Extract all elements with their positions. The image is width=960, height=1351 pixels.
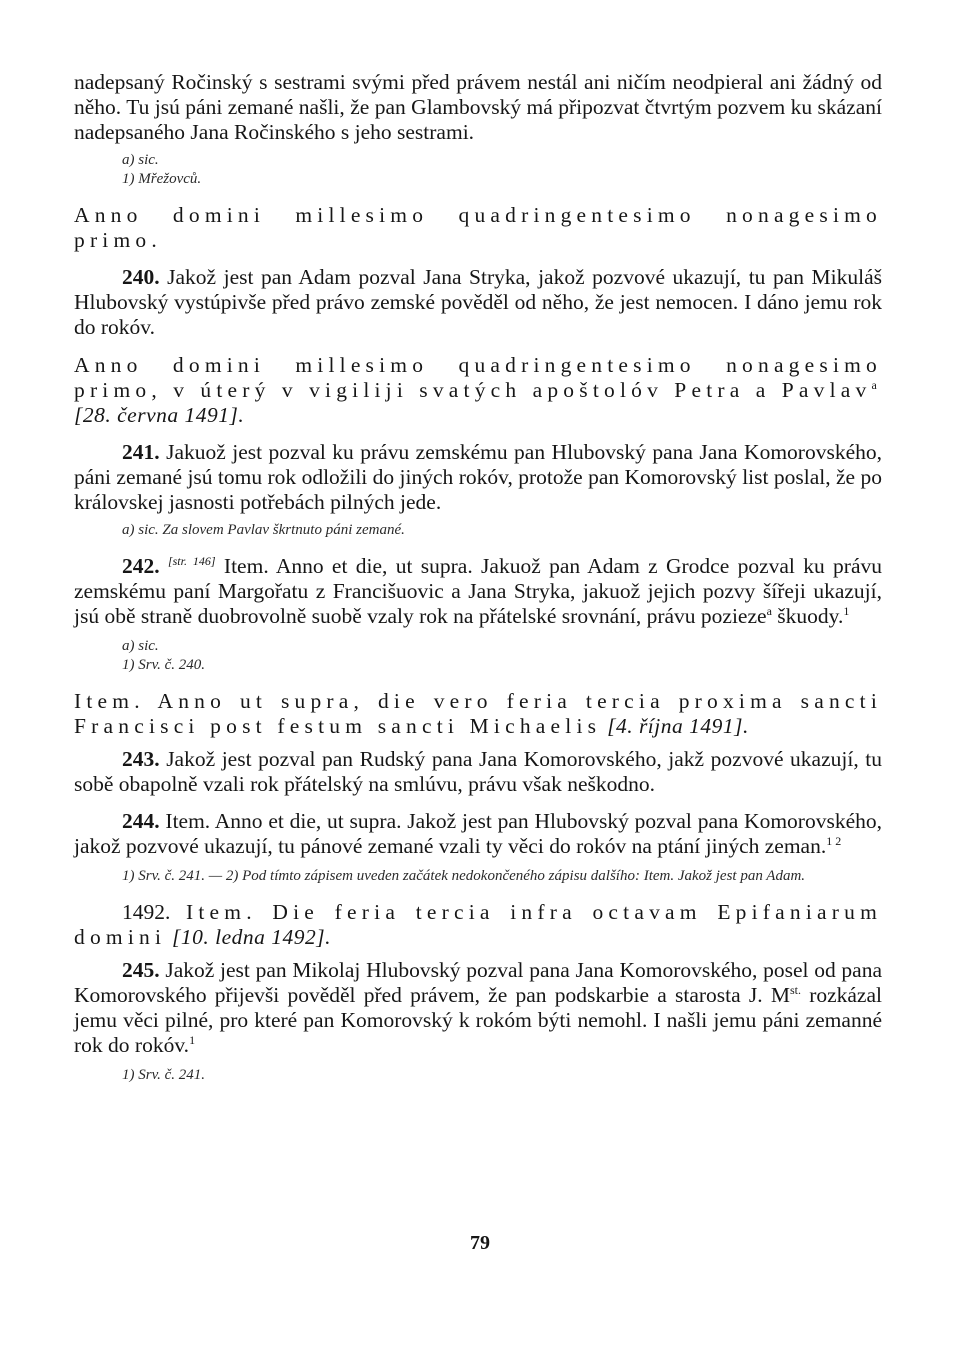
heading-text: Anno domini millesimo quadringentesimo nonagesimo primo, v úterý v vigiliji svatých apoštolóv Petra a Pavlav	[74, 353, 882, 402]
entry-number: 242.	[122, 554, 160, 578]
entry-text: Item. Anno et die, ut supra. Jakož jest pan Hlubovský pozval pana Komorovského, jakož pozvové ukazují, tu pánové zemané vzali ty věci do rokóv na ptání jiných zeman.	[74, 809, 882, 858]
footnotes-4	[74, 867, 882, 886]
footnote-1-2: 1) Srv. č. 241. — 2) Pod tímto zápisem uveden začátek nedokončeného zápisu dalšího: Item. Jakož jest pan Adam.	[122, 868, 806, 884]
entry-number: 244.	[122, 809, 160, 833]
abbreviation-superscript: st.	[789, 982, 801, 997]
footnote-a: a) sic.	[122, 152, 159, 168]
heading-text: Item. Die feria tercia infra octavam Epifaniarum domini	[74, 900, 882, 949]
footnote-a: a) sic. Za slovem Pavlav škrtnuto páni zemané.	[122, 522, 405, 538]
heading-year: 1492.	[122, 900, 171, 924]
entry-245	[74, 958, 882, 1058]
footnote-marker: 1	[189, 1032, 196, 1047]
paragraph-continuation: nadepsaný Ročinský s sestrami svými před právem nestál ani ničím neodpieral ani žádný od něho. Tu jsú páni zemané našli, že pan Glambovský má připozvat čtvrtým pozvem ku skázaní nadepsaného Jana Ročinského s jeho sestrami.	[74, 70, 882, 144]
footnote-1: 1) Srv. č. 241.	[122, 1067, 206, 1083]
heading-date: [10. ledna 1492].	[166, 925, 331, 949]
footnotes-5	[74, 1066, 882, 1085]
entry-number: 245.	[122, 958, 160, 982]
footnote-marker: a	[766, 603, 772, 618]
entry-text: Jakož jest pan Adam pozval Jana Stryka, jakož pozvové ukazují, tu pan Mikuláš Hlubovský vystúpivše před právo zemské pověděl od něho, že jest nemocen. I dáno jemu rok do rokóv.	[74, 265, 882, 339]
entry-243	[74, 747, 882, 797]
footnote-a: a) sic.	[122, 638, 159, 654]
heading-date: [28. června 1491].	[74, 403, 245, 427]
document-page	[74, 70, 882, 1099]
entry-text: Item. Anno et die, ut supra. Jakuož pan Adam z Grodce pozval ku právu zemskému paní Margořatu z Francišuovic a Jana Stryka, jakuož jejich pozvy šířeji ukazují, jsú obě straně duobrovolně suobě vzaly rok na přátelské srovnání, právu pozieze	[74, 554, 882, 628]
page-reference: [str. 146]	[167, 553, 216, 568]
footnotes-3	[74, 637, 882, 675]
section-heading-october-1491	[74, 689, 882, 739]
section-heading-june-1491	[74, 353, 882, 428]
entry-244	[74, 809, 882, 859]
heading-date: [4. října 1491].	[601, 714, 749, 738]
footnote-marker: 1	[843, 603, 850, 618]
entry-number: 241.	[122, 440, 160, 464]
entry-text: Jakož jest pan Mikolaj Hlubovský pozval pana Jana Komorovského, posel od pana Komorovského přijevši pověděl před právem, že pan podskarbie a starosta J. M	[74, 958, 882, 1007]
entry-text-end: škuody.	[771, 604, 844, 628]
entry-number: 243.	[122, 747, 160, 771]
heading-text: Item. Anno ut supra, die vero feria tercia proxima sancti Francisci post festum sancti Michaelis	[74, 689, 882, 738]
entry-text-end: rozkázal jemu věci pilné, pro které pan Komorovský k rokóm býti nemohl. I našli jemu páni zemanné rok do rokóv.	[74, 983, 882, 1057]
entry-240	[74, 265, 882, 340]
page-number: 79	[470, 1232, 490, 1254]
entry-text: Jakož jest pozval pan Rudský pana Jana Komorovského, jakž pozvové ukazují, tu sobě obapolně vzali rok přátelský na smlúvu, právu však neškodno.	[74, 747, 882, 796]
entry-241	[74, 440, 882, 515]
footnote-1: 1) Srv. č. 240.	[122, 657, 206, 673]
entry-242	[74, 554, 882, 629]
footnotes-1	[74, 151, 882, 189]
footnotes-2	[74, 521, 882, 540]
section-heading-january-1492	[74, 900, 882, 950]
footnote-markers: 1 2	[826, 833, 842, 848]
section-heading-1491: Anno domini millesimo quadringentesimo nonagesimo primo.	[74, 203, 882, 252]
entry-text: Jakuož jest pozval ku právu zemskému pan Hlubovský pana Jana Komorovského, páni zemané jsú tomu rok odložili do jiných rokóv, protože pan Komorovský list poslal, že po královskej jasnosti potřebách pilných jede.	[74, 440, 882, 514]
footnote-1: 1) Mřežovců.	[122, 171, 202, 187]
entry-number: 240.	[122, 265, 160, 289]
footnote-marker: a	[871, 377, 882, 392]
